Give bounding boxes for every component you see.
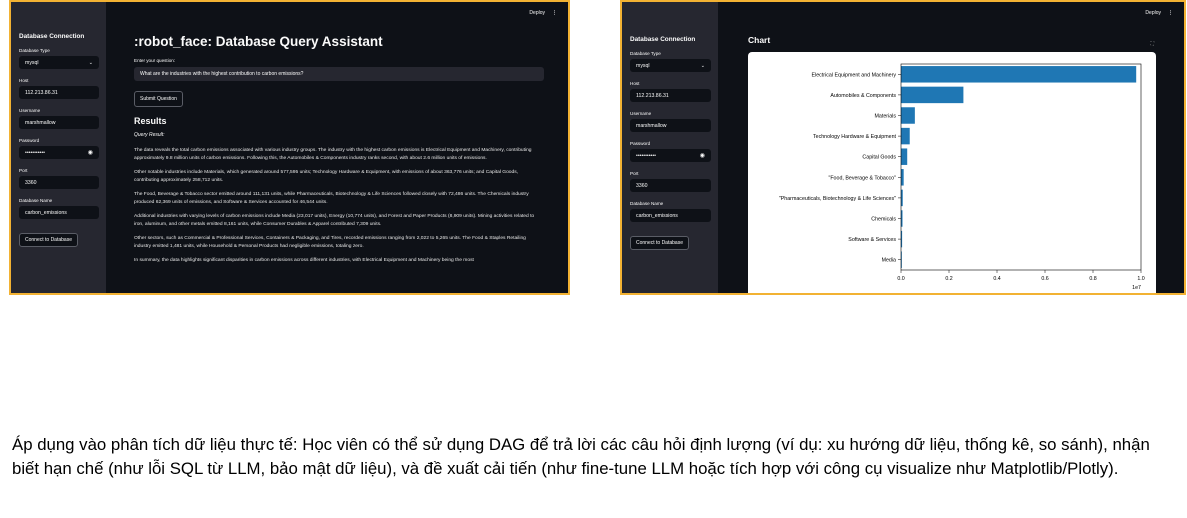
y-tick-label: Media [881,257,896,264]
db-name-label: Database Name [19,198,53,203]
x-tick-label: 0.4 [993,276,1001,282]
submit-question-button[interactable]: Submit Question [134,91,183,107]
host-value: 112.213.86.31 [25,89,58,96]
y-tick-label: Software & Services [848,237,896,244]
question-input[interactable] [134,67,544,81]
x-tick-label: 0.8 [1089,276,1097,282]
query-assistant-screenshot [9,0,570,295]
connect-button[interactable]: Connect to Database [19,233,78,247]
sidebar-title: Database Connection [630,36,696,43]
chevron-down-icon: ⌄ [700,62,705,69]
username-value: marshmallow [636,122,667,129]
bar-chart [748,52,1156,295]
x-tick-label: 1.0 [1137,276,1145,282]
x-tick-label: 0.2 [945,276,953,282]
x-tick-label: 0.0 [897,276,905,282]
password-label: Password [630,141,651,146]
port-value: 3360 [25,179,37,186]
db-name-value: carbon_emissions [636,212,678,219]
chart-screenshot [620,0,1186,295]
sidebar [11,2,106,293]
results-heading: Results [134,116,167,126]
x-axis-multiplier: 1e7 [1132,285,1141,291]
chart-bar [901,128,910,144]
result-paragraph: The data reveals the total carbon emissions associated with various industry groups. The industry with the highest carbon emissions is Electrical Equipment and Machinery, contributing approximately 9.8 million units of carbon emissions. Following this, the Automobiles & Components industry ranks second, with about 2.6 million units of emissions. [134,148,532,161]
port-input[interactable] [19,176,99,189]
more-menu-icon[interactable]: ⋮ [1168,10,1173,16]
question-label: Enter your question: [134,58,176,63]
result-paragraph: In summary, the data highlights significant disparities in carbon emissions across different industries, with Electrical Equipment and Machinery being the most [134,258,474,263]
db-name-input[interactable] [630,209,711,222]
connect-button[interactable]: Connect to Database [630,236,689,250]
sidebar [622,2,718,293]
y-tick-label: "Food, Beverage & Tobacco" [828,175,896,182]
result-paragraph: The Food, Beverage & Tobacco sector emitted around 111,131 units, while Pharmaceuticals, Biotechnology & Life Sciences followed closely with 72,486 units. The Chemicals industry produced 62,369 units of emissions, and Software & Services accounted for 46,544 units. [134,192,529,205]
result-paragraph: Other sectors, such as Commercial & Professional Services, Containers & Packaging, and Tires, recorded emissions ranging from 2,022 to 5,265 units. The Food & Staples Retailing industry emitted 1,481 units, while Household & Personal Products had negligible emissions, totaling zero. [134,236,526,249]
username-input[interactable] [630,119,711,132]
fullscreen-icon[interactable]: ⛶ [1150,41,1154,47]
main-content [134,34,544,271]
chart-bar [901,87,963,103]
page-title: :robot_face: Database Query Assistant [134,34,383,49]
chart-bar [901,148,907,164]
password-label: Password [19,138,40,143]
chart-heading: Chart [748,35,771,45]
question-value: What are the industries with the highest contribution to carbon emissions? [140,71,304,77]
db-name-label: Database Name [630,201,664,206]
host-value: 112.213.86.31 [636,92,669,99]
y-tick-label: "Pharmaceuticals, Biotechnology & Life Sciences" [778,195,896,202]
port-label: Port [630,171,639,176]
chart-bar [901,169,904,185]
caption-text: Áp dụng vào phân tích dữ liệu thực tế: Học viên có thể sử dụng DAG để trả lời các câu hỏi định lượng (ví dụ: xu hướng dữ liệu, thống kê, so sánh), nhận biết hạn chế (như lỗi SQL từ LLM, bảo mật dữ liệu), và đề xuất cải tiến (như fine-tune LLM hoặc tích hợp với công cụ visualize như Matplotlib/Plotly). [12,435,1150,478]
password-value: ••••••••••• [636,152,656,159]
chart-bar [901,107,915,123]
y-tick-label: Materials [874,113,896,120]
username-label: Username [630,111,652,116]
username-input[interactable] [19,116,99,129]
db-type-value: mysql [25,59,39,66]
db-type-label: Database Type [630,51,661,56]
db-type-value: mysql [636,62,650,69]
more-menu-icon[interactable]: ⋮ [552,10,557,16]
chevron-down-icon: ⌄ [88,59,93,66]
username-label: Username [19,108,41,113]
username-value: marshmallow [25,119,56,126]
host-label: Host [19,78,29,83]
port-input[interactable] [630,179,711,192]
db-name-input[interactable] [19,206,99,219]
password-input[interactable] [19,146,99,159]
chart-bar [901,66,1136,82]
header-actions [1145,10,1173,16]
eye-icon[interactable]: ◉ [87,150,93,156]
y-tick-label: Capital Goods [862,154,896,161]
y-tick-label: Electrical Equipment and Machinery [811,72,896,79]
query-result-label: Query Result: [134,132,165,138]
y-tick-label: Technology Hardware & Equipment [812,134,896,141]
password-value: ••••••••••• [25,149,45,156]
host-label: Host [630,81,640,86]
y-tick-label: Automobiles & Components [830,92,896,99]
result-paragraph: Other notable industries include Materials, which generated around 577,595 units; Technology Hardware & Equipment, with emissions of about 363,776 units; and Capital Goods, contributing approximately 258,712 units. [134,170,519,183]
eye-icon[interactable]: ◉ [699,153,705,159]
sidebar-title: Database Connection [19,33,85,40]
host-input[interactable] [630,89,711,102]
result-paragraph: Additional industries with varying levels of carbon emissions include Media (23,017 units), Energy (10,774 units), and Forest and Paper Products (8,909 units). Mining activities related to iron, aluminum, and other metals emitted 8,161 units, while Consumer Durables & Apparel contributed 7,309 units. [134,214,535,227]
y-tick-label: Chemicals [871,216,896,223]
db-type-label: Database Type [19,48,50,53]
host-input[interactable] [19,86,99,99]
db-type-select[interactable] [630,59,711,72]
deploy-button[interactable]: Deploy [529,10,545,16]
db-type-select[interactable] [19,56,99,69]
header-actions [529,10,557,16]
deploy-button[interactable]: Deploy [1145,10,1161,16]
chart-container [748,52,1156,295]
password-input[interactable] [630,149,711,162]
db-name-value: carbon_emissions [25,209,67,216]
port-label: Port [19,168,28,173]
port-value: 3360 [636,182,648,189]
x-tick-label: 0.6 [1041,276,1049,282]
